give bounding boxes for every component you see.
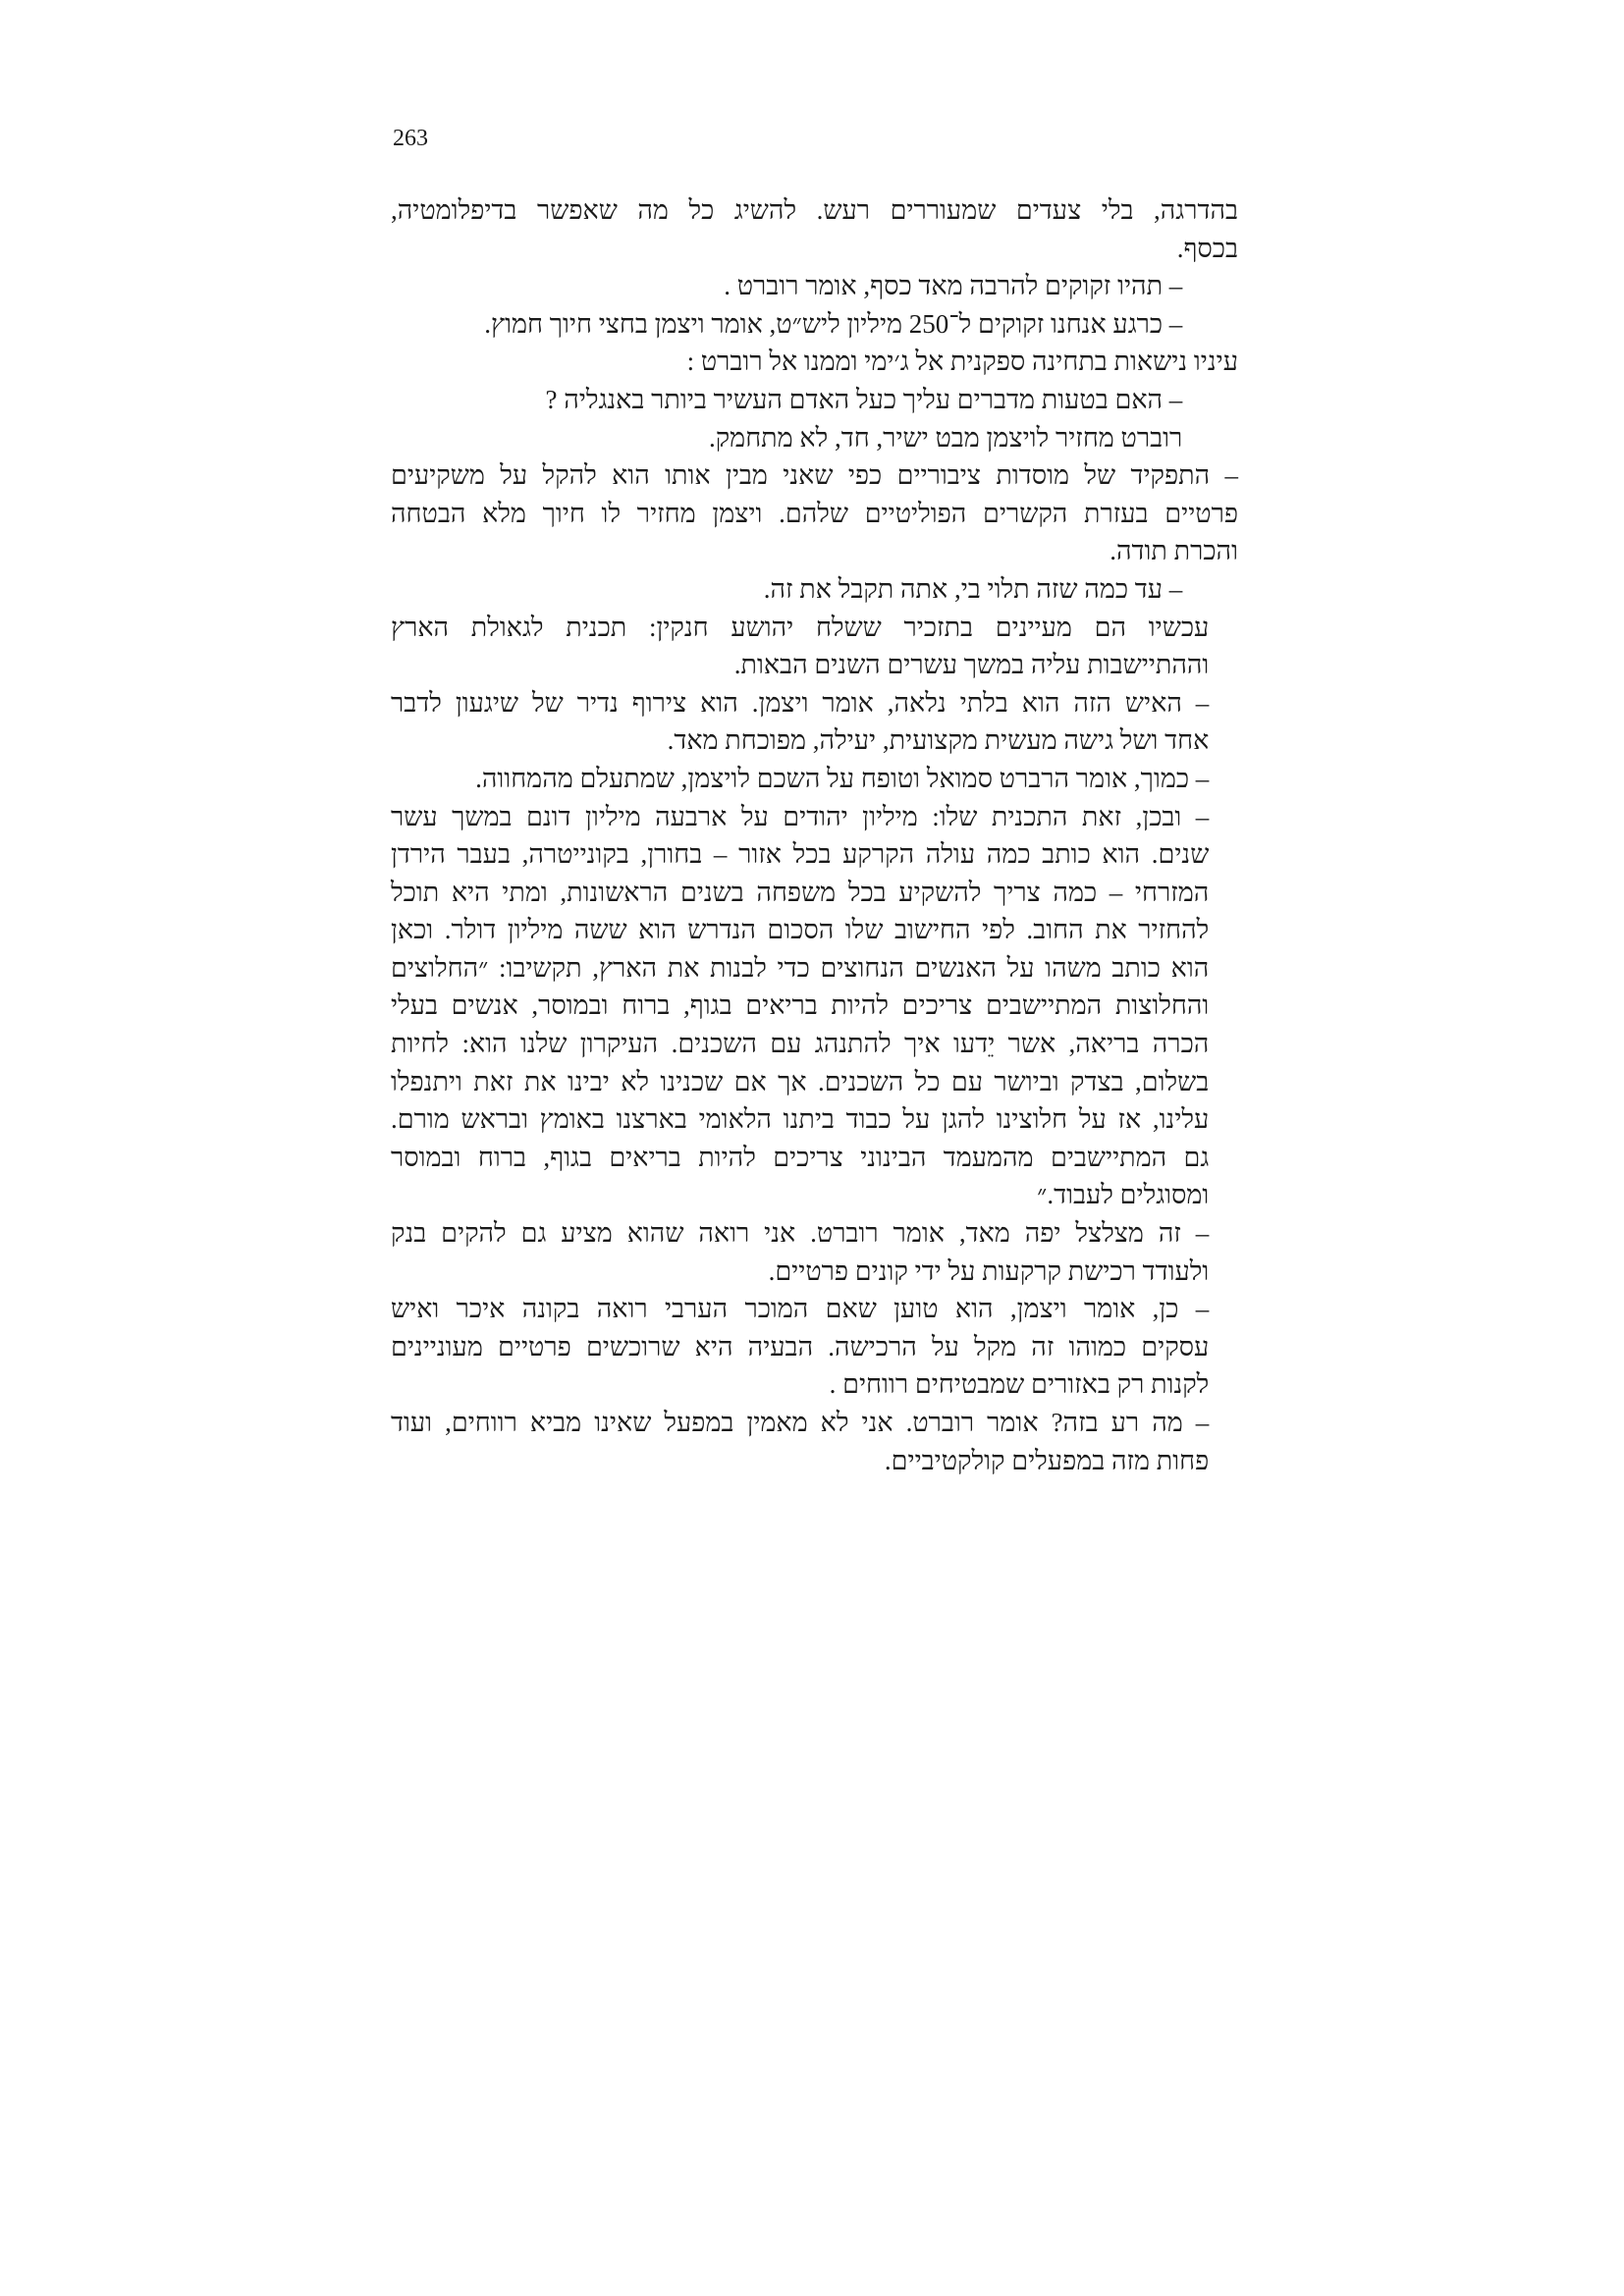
text-line: – כמוך, אומר הרברט סמואל וטופח על השכם לויצמן, שמתעלם מהמחווה. (475, 763, 1210, 793)
paragraph (391, 1404, 1238, 1479)
text-line: – ובכן, זאת התכנית שלו: מיליון יהודים על ארבעה מיליון דונם במשך עשר (391, 801, 1210, 831)
text-line: וההתיישבות עליה במשך עשרים השנים הבאות. (733, 650, 1210, 680)
text-line: לקנות רק באזורים שמבטיחים רווחים . (829, 1369, 1210, 1400)
paragraph (391, 267, 1238, 305)
text-line: עלינו, אז על חלוצינו להגן על כבוד ביתנו הלאומי בארצנו באומץ ובראש מורם. (391, 1104, 1210, 1135)
text-line: הכרה בריאה, אשר יֵדעו איך להתנהג עם השכנים. העיקרון שלנו הוא: לחיות (391, 1029, 1210, 1059)
page-number: 263 (393, 126, 428, 151)
body-text (391, 191, 1238, 1479)
text-line: עכשיו הם מעיינים בתזכיר ששלח יהושע חנקין: תכנית לגאולת הארץ (391, 612, 1210, 642)
paragraph (391, 684, 1238, 760)
text-line: אחד ושל גישה מעשית מקצועית, יעילה, מפוכחת מאד. (667, 725, 1210, 756)
paragraph (391, 381, 1238, 419)
text-line: המזרחי – כמה צריך להשקיע בכל משפחה בשנים הראשונות, ומתי היא תוכל (391, 877, 1210, 907)
text-line: והכרת תודה. (1110, 536, 1238, 566)
text-line: בשלום, בצדק וביושר עם כל השכנים. אך אם שכנינו לא יבינו את זאת ויתנפלו (391, 1066, 1210, 1096)
paragraph (391, 191, 1238, 267)
text-line: – האיש הזה הוא בלתי נלאה, אומר ויצמן. הוא צירוף נדיר של שיגעון לדבר (391, 687, 1210, 718)
paragraph (391, 419, 1238, 457)
text-line: גם המתיישבים מהמעמד הבינוני צריכים להיות בריאים בגוף, ברוח ובמוסר (391, 1142, 1210, 1172)
text-line: – האם בטעות מדברים עליך כעל האדם העשיר ביותר באנגליה ? (545, 384, 1183, 414)
paragraph (391, 798, 1238, 1215)
text-line: – מה רע בזה? אומר רוברט. אני לא מאמין במפעל שאינו מביא רווחים, ועוד (391, 1408, 1210, 1437)
text-line: ומסוגלים לעבוד.״ (1037, 1180, 1210, 1210)
paragraph (391, 456, 1238, 570)
text-line: להחזיר את החוב. לפי החישוב שלו הסכום הנדרש הוא ששה מיליון דולר. וכאן (391, 915, 1210, 945)
text-line: – כן, אומר ויצמן, הוא טוען שאם המוכר הערבי רואה בקונה איכר ואיש (391, 1294, 1210, 1324)
text-line: עסקים כמוהו זה מקל על הרכישה. הבעיה היא שרוכשים פרטיים מעוניינים (391, 1331, 1210, 1362)
text-line: בהדרגה, בלי צעדים שמעוררים רעש. להשיג כל מה שאפשר בדיפלומטיה, (391, 195, 1238, 225)
paragraph (391, 1290, 1238, 1404)
text-line: – זה מצלצל יפה מאד, אומר רוברט. אני רואה שהוא מציע גם להקים בנק (391, 1218, 1210, 1249)
paragraph (391, 760, 1238, 798)
text-line: – תהיו זקוקים להרבה מאד כסף, אומר רוברט . (724, 271, 1183, 301)
text-line: הוא כותב משהו על האנשים הנחוצים כדי לבנות את הארץ, תקשיבו: ״החלוצים (391, 952, 1210, 983)
text-line: שנים. הוא כותב כמה עולה הקרקע בכל אזור – בחורן, בקונייטרה, בעבר הירדן (391, 839, 1210, 870)
text-line: פחות מזה במפעלים קולקטיביים. (884, 1445, 1210, 1475)
text-line: – התפקיד של מוסדות ציבוריים כפי שאני מבין אותו הוא להקל על משקיעים (391, 460, 1238, 491)
paragraph (391, 305, 1238, 344)
text-line: עיניו נישאות בתחינה ספקנית אל ג׳ימי וממנו אל רוברט : (686, 347, 1238, 377)
text-line: – כרגע אנחנו זקוקים ל־250 מיליון ליש״ט, אומר ויצמן בחצי חיוך חמוץ. (484, 308, 1183, 339)
text-line: ולעודד רכישת קרקעות על ידי קונים פרטיים. (768, 1255, 1210, 1286)
text-line: בכסף. (1176, 233, 1238, 263)
paragraph (391, 609, 1238, 684)
paragraph (391, 570, 1238, 609)
paragraph (391, 1214, 1238, 1290)
text-line: רוברט מחזיר לויצמן מבט ישיר, חד, לא מתחמק. (708, 422, 1183, 453)
text-line: – עד כמה שזה תלוי בי, אתה תקבל את זה. (763, 573, 1183, 604)
text-line: פרטיים בעזרת הקשרים הפוליטיים שלהם. ויצמן מחזיר לו חיוך מלא הבטחה (391, 498, 1238, 528)
paragraph (391, 343, 1238, 381)
text-line: והחלוצות המתיישבים צריכים להיות בריאים בגוף, ברוח ובמוסר, אנשים בעלי (391, 990, 1210, 1021)
